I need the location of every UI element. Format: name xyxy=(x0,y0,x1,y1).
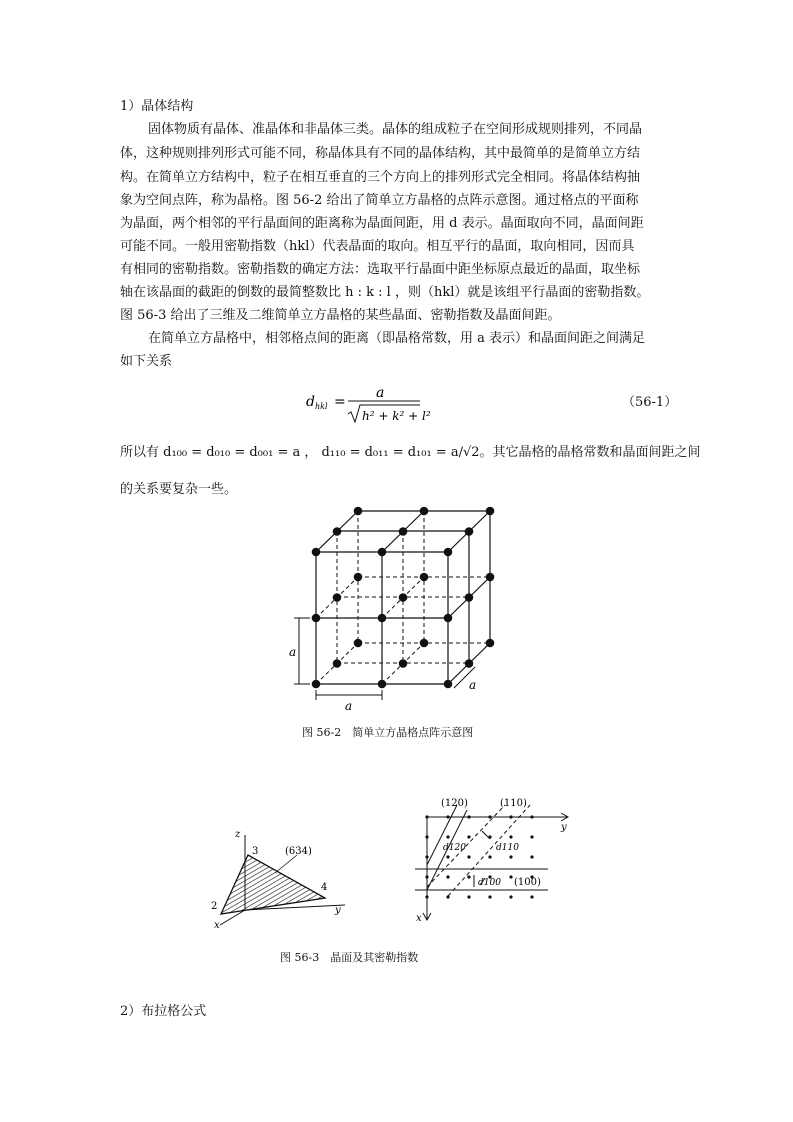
cubic-lattice-figure xyxy=(285,500,515,715)
para1-line: 象为空间点阵，称为晶格。图 56-2 给出了简单立方晶格的点阵示意图。通过格点的平面称 xyxy=(120,193,639,208)
axis-label-y: y xyxy=(335,905,341,916)
lattice-point-2d xyxy=(488,855,491,858)
lattice-point xyxy=(333,593,342,602)
para1-line: 固体物质有晶体、准晶体和非晶体三类。晶体的组成粒子在空间形成规则排列，不同晶 xyxy=(148,122,643,137)
lattice-point-2d xyxy=(488,835,491,838)
plane-label-leader xyxy=(275,855,297,873)
figure-56-2-caption: 图 56-2 简单立方晶格点阵示意图 xyxy=(302,726,474,739)
lattice-point-2d xyxy=(446,835,449,838)
lattice-point xyxy=(333,527,342,536)
plane-label: (634) xyxy=(285,846,312,857)
eq-lhs-sub: hkl xyxy=(315,402,328,411)
lattice-point-2d xyxy=(530,835,533,838)
axis-label-x: x xyxy=(416,913,422,924)
intercept-x: 2 xyxy=(211,901,218,912)
lattice-point-2d xyxy=(467,895,470,898)
lattice-point xyxy=(378,548,387,557)
lattice-point-2d xyxy=(425,895,428,898)
label-a-vertical: a xyxy=(289,645,297,659)
lattice-point xyxy=(486,639,495,648)
lattice-point xyxy=(486,507,495,516)
lattice-point xyxy=(465,593,474,602)
lattice-point xyxy=(354,573,363,582)
para1-line: 轴在该晶面的截距的倒数的最简整数比 h : k : l ，则（hkl）就是该组平行晶面的密勒指数。 xyxy=(120,285,650,300)
lattice-point xyxy=(312,548,321,557)
para2-line: 如下关系 xyxy=(120,354,173,369)
lattice-point-2d xyxy=(446,855,449,858)
lattice-point xyxy=(444,614,453,623)
label-110: (110) xyxy=(500,798,527,809)
lattice-point xyxy=(378,680,387,689)
eq-numerator: a xyxy=(376,385,385,401)
lattice-point-2d xyxy=(509,835,512,838)
lattice-point xyxy=(444,680,453,689)
lattice-point-2d xyxy=(530,855,533,858)
lattice-point xyxy=(333,659,342,668)
equation-number: （56-1） xyxy=(622,395,678,410)
lattice-point-2d xyxy=(467,875,470,878)
intercept-y: 4 xyxy=(321,882,328,893)
lattice-point-2d xyxy=(509,875,512,878)
plane-634-figure xyxy=(205,825,355,935)
lattice-point xyxy=(444,548,453,557)
figure-56-3-caption: 图 56-3 晶面及其密勒指数 xyxy=(280,951,419,964)
label-a-horizontal: a xyxy=(345,699,353,713)
lattice-point xyxy=(465,659,474,668)
lattice-point-2d xyxy=(425,875,428,878)
axis-label-z: z xyxy=(235,829,241,840)
para1-line: 图 56-3 给出了三维及二维简单立方晶格的某些晶面、密勒指数及晶面间距。 xyxy=(120,308,561,323)
lattice-point xyxy=(465,527,474,536)
eq-lhs: d xyxy=(306,394,315,410)
axis-label-x: x xyxy=(214,920,220,931)
para3-suffix: 。其它晶格的晶格常数和晶面间距之间 xyxy=(479,445,701,460)
eq-equals: = xyxy=(334,394,346,410)
lattice-point-2d xyxy=(425,835,428,838)
section-heading: 1）晶体结构 xyxy=(120,99,194,114)
para1-line: 体，这种规则排列形式可能不同，称晶体具有不同的晶体结构，其中最简单的是简单立方结 xyxy=(120,146,641,161)
lattice-point-2d xyxy=(467,855,470,858)
lattice-point-2d xyxy=(509,855,512,858)
lattice-point-2d xyxy=(446,895,449,898)
lattice-point xyxy=(312,680,321,689)
lattice-point xyxy=(486,573,495,582)
lattice-point xyxy=(399,593,408,602)
plane-120-line xyxy=(427,805,457,865)
lattice-point-2d xyxy=(488,895,491,898)
lattice-point-2d xyxy=(509,815,512,818)
lattice-point xyxy=(420,573,429,582)
eq-denominator: h² + k² + l² xyxy=(362,409,431,423)
lattice-point-2d xyxy=(425,815,428,818)
lattice-point-2d xyxy=(425,855,428,858)
lattice-point xyxy=(420,507,429,516)
para3-line xyxy=(120,444,701,462)
lattice-point xyxy=(399,659,408,668)
lattice-point-2d xyxy=(488,815,491,818)
lattice-point xyxy=(378,614,387,623)
axis-label-y: y xyxy=(561,822,567,833)
para1-line: 构。在简单立方结构中，粒子在相互垂直的三个方向上的排列形式完全相同。将晶体结构抽 xyxy=(120,170,641,185)
lattice-point xyxy=(420,639,429,648)
label-100: (100) xyxy=(514,877,541,888)
label-d100: d100 xyxy=(478,878,501,888)
lattice-point-2d xyxy=(446,875,449,878)
lattice-point-2d xyxy=(467,835,470,838)
lattice-point xyxy=(354,639,363,648)
lattice-point-2d xyxy=(530,815,533,818)
label-120: (120) xyxy=(441,798,468,809)
label-d110: d110 xyxy=(496,843,519,853)
lattice-point xyxy=(399,527,408,536)
lattice-2d-figure xyxy=(410,790,585,930)
para2-line: 在简单立方晶格中，相邻格点间的距离（即晶格常数，用 a 表示）和晶面间距之间满足 xyxy=(148,331,646,346)
lattice-point-2d xyxy=(467,815,470,818)
lattice-point-2d xyxy=(509,895,512,898)
para1-line: 可能不同。一般用密勒指数（hkl）代表晶面的取向。相互平行的晶面，取向相同，因而具 xyxy=(120,239,635,254)
section-heading: 2）布拉格公式 xyxy=(120,1004,207,1019)
lattice-point xyxy=(312,614,321,623)
label-d120: d120 xyxy=(443,843,466,853)
para1-line: 有相同的密勒指数。密勒指数的确定方法：选取平行晶面中距坐标原点最近的晶面，取坐标 xyxy=(120,262,641,277)
para3-line: 的关系要复杂一些。 xyxy=(120,482,238,497)
lattice-point xyxy=(354,507,363,516)
para1-line: 为晶面，两个相邻的平行晶面间的距离称为晶面间距，用 d 表示。晶面取向不同，晶面间距 xyxy=(120,216,644,231)
label-a-diagonal: a xyxy=(469,678,477,692)
plane-634 xyxy=(221,855,328,914)
lattice-point-2d xyxy=(530,895,533,898)
lattice-point-2d xyxy=(446,815,449,818)
intercept-z: 3 xyxy=(252,846,259,857)
equation-56-1 xyxy=(300,378,440,428)
para3-formula: 所以有 d₁₀₀ = d₀₁₀ = d₀₀₁ = a ， d₁₁₀ = d₀₁₁ = d₁₀₁ = a/√2 xyxy=(120,445,480,460)
